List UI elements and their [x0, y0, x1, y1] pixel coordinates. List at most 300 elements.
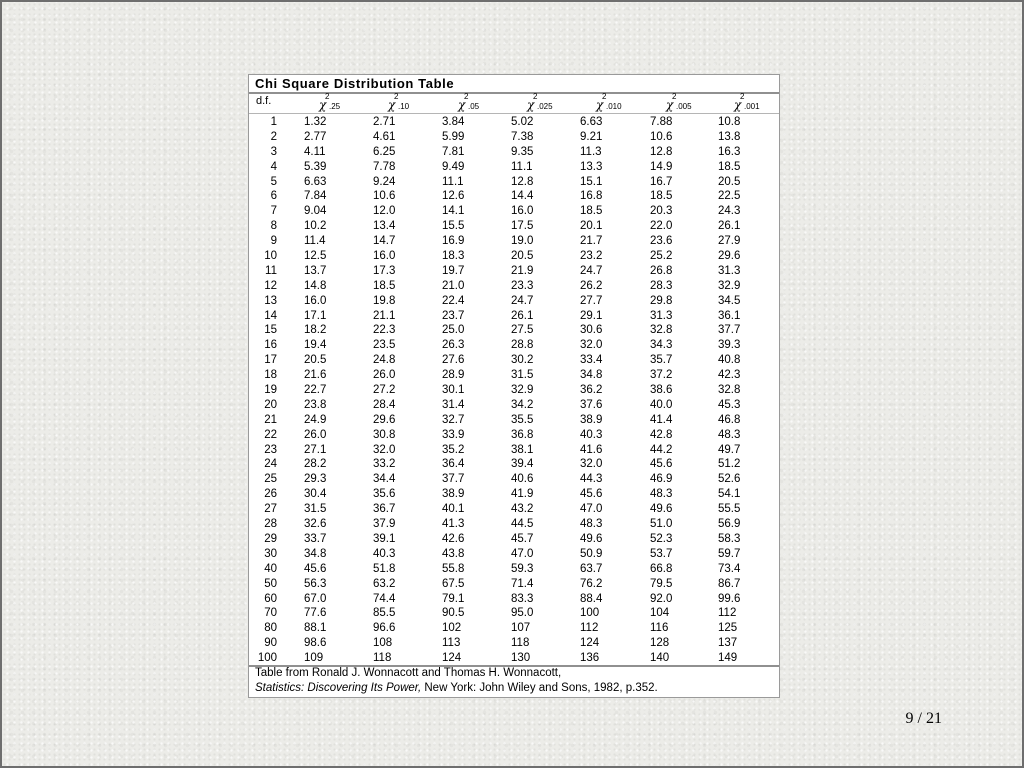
- value-cell: 22.3: [373, 324, 396, 337]
- value-cell: 67.5: [442, 577, 465, 590]
- df-cell: 17: [264, 354, 277, 367]
- table-row: [249, 636, 781, 651]
- value-cell: 42.8: [650, 428, 673, 441]
- df-cell: 40: [264, 562, 277, 575]
- table-row: [249, 219, 781, 234]
- value-cell: 9.21: [580, 130, 603, 143]
- value-cell: 58.3: [718, 532, 741, 545]
- value-cell: 7.88: [650, 116, 673, 128]
- column-superscript: 2: [740, 92, 745, 101]
- value-cell: 21.1: [373, 309, 396, 322]
- df-cell: 14: [264, 309, 277, 322]
- table-row: [249, 160, 781, 175]
- value-cell: 63.2: [373, 577, 396, 590]
- value-cell: 7.78: [373, 160, 396, 173]
- table-row: [249, 189, 781, 204]
- df-cell: 12: [264, 279, 277, 292]
- value-cell: 76.2: [580, 577, 603, 590]
- value-cell: 37.7: [442, 473, 465, 486]
- table-row: [249, 487, 781, 502]
- value-cell: 118: [511, 637, 530, 650]
- value-cell: 125: [718, 622, 738, 635]
- value-cell: 41.4: [650, 413, 673, 426]
- column-subscript: .025: [537, 102, 553, 111]
- value-cell: 20.1: [580, 220, 603, 233]
- value-cell: 49.7: [718, 443, 741, 456]
- chi-symbol: χ: [596, 98, 604, 112]
- value-cell: 44.5: [511, 518, 534, 531]
- table-row: [249, 443, 781, 458]
- table-row: [249, 457, 781, 472]
- value-cell: 10.6: [650, 130, 673, 143]
- value-cell: 35.6: [373, 488, 396, 501]
- value-cell: 31.3: [718, 264, 741, 277]
- value-cell: 15.5: [442, 220, 465, 233]
- value-cell: 99.6: [718, 592, 741, 605]
- value-cell: 28.8: [511, 339, 534, 352]
- value-cell: 42.6: [442, 532, 465, 545]
- table-row: [249, 502, 781, 517]
- value-cell: 92.0: [650, 592, 673, 605]
- df-cell: 30: [264, 547, 277, 560]
- value-cell: 85.5: [373, 607, 396, 620]
- value-cell: 55.8: [442, 562, 465, 575]
- value-cell: 13.7: [304, 264, 327, 277]
- value-cell: 13.3: [580, 160, 603, 173]
- value-cell: 74.4: [373, 592, 396, 605]
- df-cell: 4: [270, 160, 277, 173]
- value-cell: 43.2: [511, 503, 534, 516]
- value-cell: 51.2: [718, 458, 741, 471]
- value-cell: 32.0: [580, 458, 603, 471]
- value-cell: 3.84: [442, 116, 465, 128]
- column-header: [388, 93, 438, 113]
- value-cell: 29.8: [650, 294, 673, 307]
- column-subscript: .010: [606, 102, 622, 111]
- value-cell: 17.1: [304, 309, 327, 322]
- value-cell: 16.0: [511, 205, 534, 218]
- value-cell: 107: [511, 622, 531, 635]
- value-cell: 32.9: [511, 384, 534, 397]
- table-row: [249, 398, 781, 413]
- value-cell: 14.7: [373, 235, 396, 248]
- value-cell: 22.4: [442, 294, 465, 307]
- table-row: [249, 294, 781, 309]
- value-cell: 67.0: [304, 592, 327, 605]
- table-title: Chi Square Distribution Table: [255, 76, 455, 91]
- footnote-line-2: [255, 682, 658, 694]
- value-cell: 21.9: [511, 264, 534, 277]
- value-cell: 9.04: [304, 205, 327, 218]
- df-cell: 6: [270, 190, 277, 203]
- value-cell: 56.3: [304, 577, 327, 590]
- value-cell: 46.9: [650, 473, 673, 486]
- value-cell: 79.1: [442, 592, 465, 605]
- value-cell: 31.3: [650, 309, 673, 322]
- value-cell: 26.1: [718, 220, 741, 233]
- value-cell: 15.1: [580, 175, 603, 188]
- value-cell: 24.9: [304, 413, 327, 426]
- value-cell: 29.6: [718, 250, 741, 263]
- value-cell: 4.61: [373, 130, 396, 143]
- value-cell: 54.1: [718, 488, 741, 501]
- value-cell: 39.1: [373, 532, 396, 545]
- value-cell: 16.9: [442, 235, 465, 248]
- value-cell: 44.2: [650, 443, 673, 456]
- df-cell: 25: [264, 473, 277, 486]
- value-cell: 45.6: [304, 562, 327, 575]
- value-cell: 22.5: [718, 190, 741, 203]
- value-cell: 79.5: [650, 577, 673, 590]
- value-cell: 18.5: [580, 205, 603, 218]
- table-row: [249, 651, 781, 666]
- value-cell: 24.3: [718, 205, 741, 218]
- value-cell: 33.9: [442, 428, 465, 441]
- value-cell: 27.2: [373, 384, 396, 397]
- df-cell: 20: [264, 398, 277, 411]
- column-subscript: .10: [398, 102, 410, 111]
- value-cell: 23.6: [650, 235, 673, 248]
- value-cell: 124: [442, 652, 462, 665]
- value-cell: 9.24: [373, 175, 396, 188]
- value-cell: 22.0: [650, 220, 673, 233]
- table-row: [249, 517, 781, 532]
- value-cell: 32.8: [650, 324, 673, 337]
- value-cell: 73.4: [718, 562, 741, 575]
- value-cell: 88.1: [304, 622, 327, 635]
- value-cell: 24.8: [373, 354, 396, 367]
- df-cell: 10: [264, 250, 277, 263]
- column-header: [734, 93, 784, 113]
- df-cell: 21: [264, 413, 277, 426]
- value-cell: 41.6: [580, 443, 603, 456]
- header-rule: [249, 113, 779, 114]
- value-cell: 23.5: [373, 339, 396, 352]
- df-cell: 19: [264, 384, 277, 397]
- column-header: [319, 93, 369, 113]
- value-cell: 23.8: [304, 398, 327, 411]
- value-cell: 32.6: [304, 518, 327, 531]
- df-cell: 27: [264, 503, 277, 516]
- value-cell: 5.99: [442, 130, 465, 143]
- table-row: [249, 130, 781, 145]
- value-cell: 6.63: [580, 116, 603, 128]
- value-cell: 12.6: [442, 190, 465, 203]
- value-cell: 36.2: [580, 384, 603, 397]
- value-cell: 50.9: [580, 547, 603, 560]
- value-cell: 9.35: [511, 145, 534, 158]
- value-cell: 18.2: [304, 324, 327, 337]
- value-cell: 38.6: [650, 384, 673, 397]
- value-cell: 55.5: [718, 503, 741, 516]
- value-cell: 17.5: [511, 220, 534, 233]
- value-cell: 130: [511, 652, 531, 665]
- df-cell: 13: [264, 294, 277, 307]
- table-row: [249, 592, 781, 607]
- value-cell: 20.5: [718, 175, 741, 188]
- value-cell: 88.4: [580, 592, 603, 605]
- table-row: [249, 145, 781, 160]
- value-cell: 14.1: [442, 205, 465, 218]
- column-superscript: 2: [325, 92, 330, 101]
- df-cell: 70: [264, 607, 277, 620]
- page-indicator: [906, 710, 942, 728]
- value-cell: 124: [580, 637, 600, 650]
- value-cell: 59.3: [511, 562, 534, 575]
- df-cell: 9: [270, 235, 277, 248]
- value-cell: 35.2: [442, 443, 465, 456]
- value-cell: 5.02: [511, 116, 534, 128]
- value-cell: 30.2: [511, 354, 534, 367]
- chi-symbol: χ: [458, 98, 466, 112]
- value-cell: 34.2: [511, 398, 534, 411]
- value-cell: 28.2: [304, 458, 327, 471]
- value-cell: 30.8: [373, 428, 396, 441]
- value-cell: 19.8: [373, 294, 396, 307]
- value-cell: 11.1: [442, 175, 464, 188]
- df-cell: 23: [264, 443, 277, 456]
- value-cell: 140: [650, 652, 670, 665]
- table-body: [249, 115, 781, 666]
- value-cell: 19.0: [511, 235, 534, 248]
- value-cell: 24.7: [580, 264, 603, 277]
- value-cell: 34.8: [304, 547, 327, 560]
- value-cell: 48.3: [718, 428, 741, 441]
- value-cell: 25.2: [650, 250, 673, 263]
- value-cell: 118: [373, 652, 392, 665]
- value-cell: 137: [718, 637, 738, 650]
- value-cell: 149: [718, 652, 738, 665]
- value-cell: 113: [442, 637, 461, 650]
- df-cell: 90: [264, 637, 277, 650]
- value-cell: 102: [442, 622, 462, 635]
- value-cell: 49.6: [650, 503, 673, 516]
- value-cell: 12.8: [511, 175, 534, 188]
- value-cell: 17.3: [373, 264, 396, 277]
- df-header: d.f.: [256, 95, 272, 107]
- value-cell: 26.0: [373, 369, 396, 382]
- table-row: [249, 368, 781, 383]
- column-header: [666, 93, 716, 113]
- value-cell: 38.1: [511, 443, 534, 456]
- column-superscript: 2: [464, 92, 469, 101]
- value-cell: 2.71: [373, 116, 396, 128]
- page-current: 9: [905, 710, 914, 727]
- value-cell: 30.4: [304, 488, 327, 501]
- value-cell: 20.5: [304, 354, 327, 367]
- value-cell: 14.9: [650, 160, 673, 173]
- value-cell: 48.3: [580, 518, 603, 531]
- value-cell: 12.0: [373, 205, 396, 218]
- value-cell: 46.8: [718, 413, 741, 426]
- value-cell: 109: [304, 652, 324, 665]
- value-cell: 23.7: [442, 309, 465, 322]
- value-cell: 1.32: [304, 116, 327, 128]
- df-cell: 24: [264, 458, 277, 471]
- value-cell: 7.38: [511, 130, 534, 143]
- table-row: [249, 472, 781, 487]
- value-cell: 22.7: [304, 384, 327, 397]
- value-cell: 96.6: [373, 622, 396, 635]
- value-cell: 47.0: [511, 547, 534, 560]
- df-cell: 11: [265, 264, 277, 277]
- value-cell: 37.7: [718, 324, 741, 337]
- value-cell: 34.8: [580, 369, 603, 382]
- value-cell: 45.3: [718, 398, 741, 411]
- table-row: [249, 353, 781, 368]
- value-cell: 18.5: [718, 160, 741, 173]
- value-cell: 43.8: [442, 547, 465, 560]
- value-cell: 40.3: [373, 547, 396, 560]
- footnote-line-1: Table from Ronald J. Wonnacott and Thomas H. Wonnacott,: [255, 667, 562, 679]
- value-cell: 31.5: [511, 369, 534, 382]
- value-cell: 9.49: [442, 160, 465, 173]
- column-header: [458, 93, 508, 113]
- value-cell: 66.8: [650, 562, 673, 575]
- value-cell: 38.9: [442, 488, 465, 501]
- table-row: [249, 175, 781, 190]
- value-cell: 40.8: [718, 354, 741, 367]
- df-cell: 29: [264, 532, 277, 545]
- value-cell: 90.5: [442, 607, 465, 620]
- value-cell: 77.6: [304, 607, 327, 620]
- value-cell: 53.7: [650, 547, 673, 560]
- value-cell: 27.5: [511, 324, 534, 337]
- footnote-book-title: Statistics: Discovering Its Power,: [255, 682, 422, 694]
- value-cell: 16.0: [373, 250, 396, 263]
- value-cell: 21.0: [442, 279, 465, 292]
- column-superscript: 2: [672, 92, 677, 101]
- value-cell: 83.3: [511, 592, 534, 605]
- value-cell: 28.9: [442, 369, 465, 382]
- value-cell: 37.6: [580, 398, 603, 411]
- table-row: [249, 249, 781, 264]
- page-total: 21: [926, 710, 942, 727]
- column-superscript: 2: [533, 92, 538, 101]
- value-cell: 12.5: [304, 250, 327, 263]
- value-cell: 26.0: [304, 428, 327, 441]
- value-cell: 86.7: [718, 577, 741, 590]
- value-cell: 98.6: [304, 637, 327, 650]
- value-cell: 27.1: [304, 443, 327, 456]
- table-row: [249, 577, 781, 592]
- value-cell: 112: [580, 622, 599, 635]
- df-cell: 7: [270, 205, 277, 218]
- table-row: [249, 606, 781, 621]
- df-cell: 16: [264, 339, 277, 352]
- value-cell: 59.7: [718, 547, 741, 560]
- value-cell: 32.8: [718, 384, 741, 397]
- column-subscript: .001: [744, 102, 760, 111]
- value-cell: 51.8: [373, 562, 396, 575]
- value-cell: 10.2: [304, 220, 327, 233]
- value-cell: 95.0: [511, 607, 534, 620]
- value-cell: 27.7: [580, 294, 603, 307]
- value-cell: 23.3: [511, 279, 534, 292]
- df-cell: 60: [264, 592, 277, 605]
- value-cell: 56.9: [718, 518, 741, 531]
- value-cell: 52.6: [718, 473, 741, 486]
- table-row: [249, 562, 781, 577]
- value-cell: 45.6: [650, 458, 673, 471]
- chi-symbol: χ: [666, 98, 674, 112]
- df-cell: 80: [264, 622, 277, 635]
- value-cell: 16.7: [650, 175, 673, 188]
- column-superscript: 2: [394, 92, 399, 101]
- value-cell: 30.6: [580, 324, 603, 337]
- value-cell: 21.7: [580, 235, 603, 248]
- value-cell: 14.8: [304, 279, 327, 292]
- df-cell: 2: [270, 130, 277, 143]
- value-cell: 36.4: [442, 458, 465, 471]
- value-cell: 116: [650, 622, 669, 635]
- df-cell: 28: [264, 518, 277, 531]
- value-cell: 10.8: [718, 116, 741, 128]
- table-row: [249, 264, 781, 279]
- value-cell: 41.3: [442, 518, 465, 531]
- value-cell: 71.4: [511, 577, 534, 590]
- value-cell: 34.4: [373, 473, 396, 486]
- value-cell: 41.9: [511, 488, 534, 501]
- table-row: [249, 115, 781, 130]
- value-cell: 28.4: [373, 398, 396, 411]
- df-cell: 3: [270, 145, 277, 158]
- value-cell: 14.4: [511, 190, 534, 203]
- table-row: [249, 338, 781, 353]
- value-cell: 39.4: [511, 458, 534, 471]
- value-cell: 112: [718, 607, 737, 620]
- df-cell: 1: [270, 116, 277, 128]
- value-cell: 33.7: [304, 532, 327, 545]
- column-header: [527, 93, 577, 113]
- value-cell: 32.9: [718, 279, 741, 292]
- value-cell: 26.3: [442, 339, 465, 352]
- value-cell: 35.7: [650, 354, 673, 367]
- value-cell: 19.4: [304, 339, 327, 352]
- df-cell: 18: [264, 369, 277, 382]
- value-cell: 31.5: [304, 503, 327, 516]
- value-cell: 45.6: [580, 488, 603, 501]
- table-row: [249, 383, 781, 398]
- value-cell: 42.3: [718, 369, 741, 382]
- chi-symbol: χ: [319, 98, 327, 112]
- value-cell: 16.8: [580, 190, 603, 203]
- df-cell: 100: [257, 652, 277, 665]
- value-cell: 25.0: [442, 324, 465, 337]
- value-cell: 26.1: [511, 309, 534, 322]
- value-cell: 40.0: [650, 398, 673, 411]
- column-subscript: .005: [676, 102, 692, 111]
- value-cell: 45.7: [511, 532, 534, 545]
- value-cell: 23.2: [580, 250, 603, 263]
- value-cell: 63.7: [580, 562, 603, 575]
- value-cell: 29.1: [580, 309, 603, 322]
- df-cell: 15: [264, 324, 277, 337]
- value-cell: 29.6: [373, 413, 396, 426]
- value-cell: 108: [373, 637, 393, 650]
- value-cell: 20.5: [511, 250, 534, 263]
- value-cell: 32.7: [442, 413, 465, 426]
- chi-symbol: χ: [527, 98, 535, 112]
- value-cell: 20.3: [650, 205, 673, 218]
- value-cell: 51.0: [650, 518, 673, 531]
- value-cell: 27.9: [718, 235, 741, 248]
- column-superscript: 2: [602, 92, 607, 101]
- df-cell: 8: [270, 220, 277, 233]
- value-cell: 136: [580, 652, 600, 665]
- value-cell: 34.5: [718, 294, 741, 307]
- value-cell: 27.6: [442, 354, 465, 367]
